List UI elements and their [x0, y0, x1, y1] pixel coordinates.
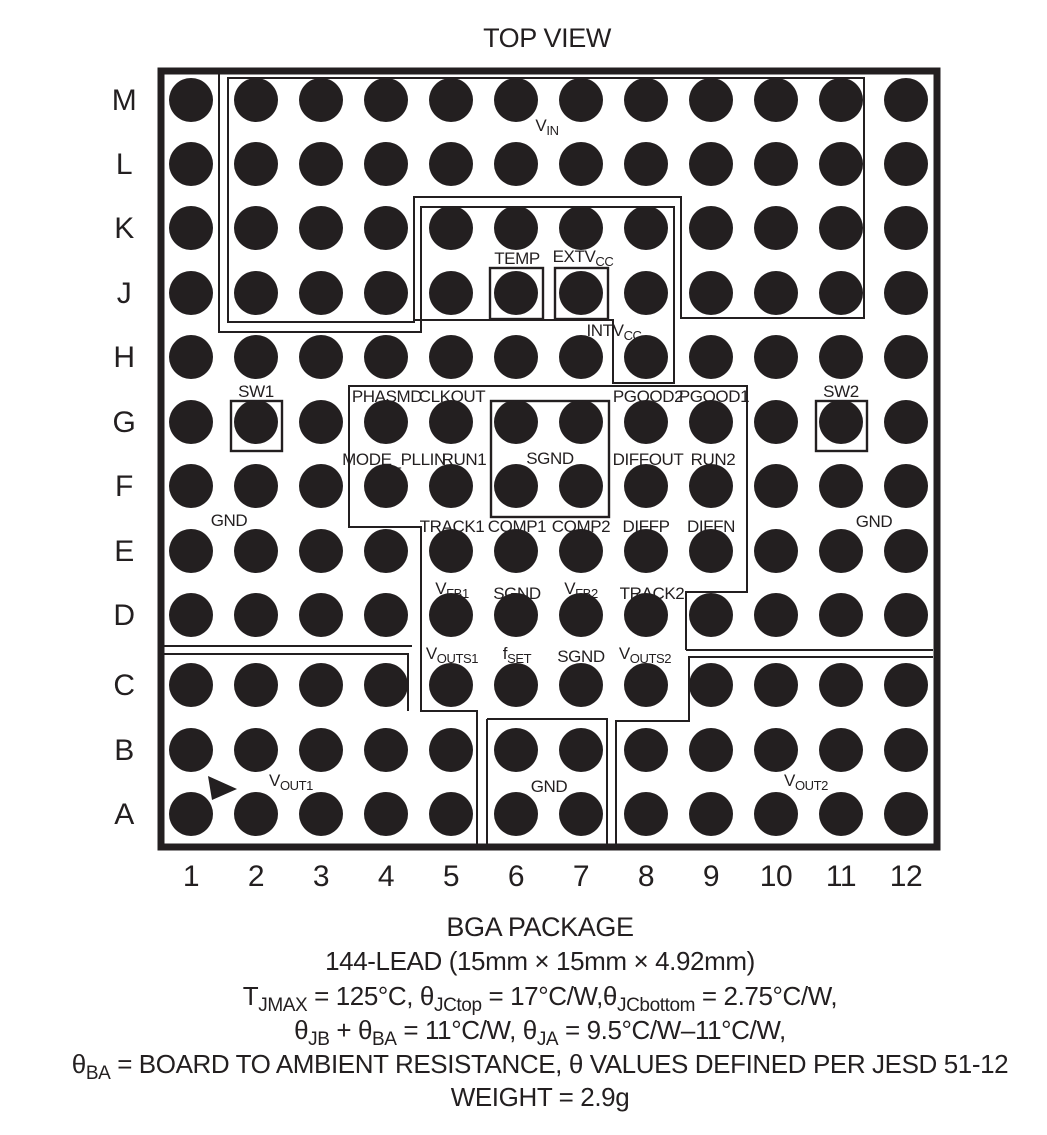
label-comp2: COMP2 [551, 517, 611, 536]
ball-L4 [364, 142, 408, 186]
label-track2: TRACK2 [619, 584, 685, 603]
ball-F7 [559, 464, 603, 508]
label-vfb1: $V_{FB1}$ [435, 579, 469, 601]
label-gnd-left: GND [210, 511, 248, 530]
ball-H11 [819, 335, 863, 379]
ball-D10 [754, 593, 798, 637]
ball-B7 [559, 728, 603, 772]
ball-B11 [819, 728, 863, 772]
ball-K4 [364, 206, 408, 250]
ball-J12 [884, 271, 928, 315]
ball-C11 [819, 663, 863, 707]
ball-H2 [234, 335, 278, 379]
row-label-C: C [113, 669, 135, 702]
ball-L7 [559, 142, 603, 186]
row-label-H: H [113, 341, 135, 374]
label-sgnd-c7: SGND [557, 647, 605, 666]
row-label-M: M [111, 84, 137, 117]
ball-K12 [884, 206, 928, 250]
ball-D1 [169, 593, 213, 637]
col-label-5: 5 [442, 860, 460, 893]
ball-A5 [429, 792, 473, 836]
col-label-4: 4 [377, 860, 395, 893]
ball-J9 [689, 271, 733, 315]
row-label-G: G [112, 406, 136, 439]
ball-B9 [689, 728, 733, 772]
ball-M5 [429, 78, 473, 122]
ball-H12 [884, 335, 928, 379]
ball-C2 [234, 663, 278, 707]
ball-L5 [429, 142, 473, 186]
ball-H9 [689, 335, 733, 379]
ball-H6 [494, 335, 538, 379]
footer-weight: WEIGHT = 2.9g [450, 1082, 630, 1112]
ball-L8 [624, 142, 668, 186]
col-label-7: 7 [572, 860, 590, 893]
ball-B2 [234, 728, 278, 772]
ball-K9 [689, 206, 733, 250]
ball-J6 [494, 271, 538, 315]
ball-L2 [234, 142, 278, 186]
ball-E4 [364, 529, 408, 573]
ball-B4 [364, 728, 408, 772]
ball-M9 [689, 78, 733, 122]
ball-C10 [754, 663, 798, 707]
ball-J2 [234, 271, 278, 315]
ball-G11 [819, 400, 863, 444]
row-label-D: D [113, 599, 135, 632]
ball-G3 [299, 400, 343, 444]
ball-M8 [624, 78, 668, 122]
col-label-9: 9 [702, 860, 720, 893]
ball-B12 [884, 728, 928, 772]
ball-K2 [234, 206, 278, 250]
footer-package-name: BGA PACKAGE [446, 912, 634, 942]
label-diffp: DIFFP [622, 517, 670, 536]
ball-A9 [689, 792, 733, 836]
ball-F6 [494, 464, 538, 508]
ball-M3 [299, 78, 343, 122]
label-vouts2: $V_{OUTS2}$ [618, 644, 672, 666]
label-sgnd-d6: SGND [493, 584, 541, 603]
row-label-L: L [115, 148, 133, 181]
ball-A3 [299, 792, 343, 836]
label-diffn: DIFFN [686, 517, 736, 536]
ball-A2 [234, 792, 278, 836]
ball-F11 [819, 464, 863, 508]
ball-E2 [234, 529, 278, 573]
ball-L6 [494, 142, 538, 186]
ball-E11 [819, 529, 863, 573]
ball-F3 [299, 464, 343, 508]
label-comp1: COMP1 [487, 517, 547, 536]
ball-G8 [624, 400, 668, 444]
diagram-content [72, 71, 1008, 1112]
ball-L9 [689, 142, 733, 186]
ball-E1 [169, 529, 213, 573]
ball-C5 [429, 663, 473, 707]
ball-G5 [429, 400, 473, 444]
ball-K8 [624, 206, 668, 250]
ball-F5 [429, 464, 473, 508]
label-fset: $f_{SET}$ [502, 644, 532, 666]
ball-G10 [754, 400, 798, 444]
ball-B1 [169, 728, 213, 772]
label-intvcc: $INTV_{CC}$ [586, 321, 642, 343]
row-label-B: B [114, 734, 134, 767]
ball-G2 [234, 400, 278, 444]
ball-C9 [689, 663, 733, 707]
ball-F8 [624, 464, 668, 508]
label-sw2: SW2 [823, 382, 859, 401]
ball-H1 [169, 335, 213, 379]
ball-A8 [624, 792, 668, 836]
ball-M7 [559, 78, 603, 122]
label-vouts1: $V_{OUTS1}$ [425, 644, 479, 666]
col-label-1: 1 [182, 860, 200, 893]
ball-K10 [754, 206, 798, 250]
footer-thermal-3: $\theta_{BA}$ = BOARD TO AMBIENT RESISTANCE, θ VALUES DEFINED PER JESD 51-12 [71, 1049, 1009, 1084]
ball-M11 [819, 78, 863, 122]
ball-H7 [559, 335, 603, 379]
ball-H4 [364, 335, 408, 379]
col-label-10: 10 [759, 860, 793, 893]
label-run1: RUN1 [441, 450, 487, 469]
ball-L3 [299, 142, 343, 186]
ball-K3 [299, 206, 343, 250]
col-label-8: 8 [637, 860, 655, 893]
label-vout2: $V_{OUT2}$ [783, 771, 829, 793]
ball-M10 [754, 78, 798, 122]
footer-lead-count: 144-LEAD (15mm × 15mm × 4.92mm) [325, 946, 755, 976]
figure-title: TOP VIEW [483, 23, 611, 53]
ball-G6 [494, 400, 538, 444]
ball-J10 [754, 271, 798, 315]
ball-F4 [364, 464, 408, 508]
label-pgood2: PGOOD2 [612, 387, 684, 406]
ball-L10 [754, 142, 798, 186]
ball-C3 [299, 663, 343, 707]
ball-L1 [169, 142, 213, 186]
label-track1: TRACK1 [419, 517, 485, 536]
ball-A10 [754, 792, 798, 836]
ball-F12 [884, 464, 928, 508]
ball-F1 [169, 464, 213, 508]
ball-M2 [234, 78, 278, 122]
ball-K5 [429, 206, 473, 250]
ball-K7 [559, 206, 603, 250]
ball-A1 [169, 792, 213, 836]
ball-G7 [559, 400, 603, 444]
ball-F9 [689, 464, 733, 508]
ball-B10 [754, 728, 798, 772]
label-clkout: CLKOUT [418, 387, 486, 406]
ball-M1 [169, 78, 213, 122]
pin1-marker [208, 776, 237, 800]
ball-B6 [494, 728, 538, 772]
ball-D3 [299, 593, 343, 637]
ball-M4 [364, 78, 408, 122]
ball-M6 [494, 78, 538, 122]
row-label-F: F [115, 470, 133, 503]
ball-E3 [299, 529, 343, 573]
row-label-J: J [116, 277, 132, 310]
label-phasmd: PHASMD [351, 387, 423, 406]
label-temp: TEMP [494, 249, 540, 268]
ball-G12 [884, 400, 928, 444]
row-label-A: A [114, 798, 134, 831]
label-vout1: $V_{OUT1}$ [268, 771, 314, 793]
ball-C4 [364, 663, 408, 707]
ball-D4 [364, 593, 408, 637]
ball-C12 [884, 663, 928, 707]
ball-D11 [819, 593, 863, 637]
ball-J8 [624, 271, 668, 315]
ball-J11 [819, 271, 863, 315]
label-extvcc: $EXTV_{CC}$ [552, 247, 614, 269]
label-pgood1: PGOOD1 [678, 387, 750, 406]
col-label-11: 11 [825, 860, 857, 893]
ball-F2 [234, 464, 278, 508]
ball-D12 [884, 593, 928, 637]
col-label-3: 3 [312, 860, 330, 893]
ball-C1 [169, 663, 213, 707]
ball-C8 [624, 663, 668, 707]
ball-C7 [559, 663, 603, 707]
label-gnd-bottom: GND [530, 777, 568, 796]
ball-E12 [884, 529, 928, 573]
row-label-E: E [114, 535, 134, 568]
ball-A6 [494, 792, 538, 836]
ball-A11 [819, 792, 863, 836]
ball-K6 [494, 206, 538, 250]
label-diffout: DIFFOUT [612, 450, 684, 469]
ball-L12 [884, 142, 928, 186]
label-vin: $V_{IN}$ [535, 116, 559, 138]
ball-D2 [234, 593, 278, 637]
row-label-K: K [114, 212, 134, 245]
ball-A7 [559, 792, 603, 836]
ball-H3 [299, 335, 343, 379]
col-label-6: 6 [507, 860, 525, 893]
ball-H5 [429, 335, 473, 379]
ball-A12 [884, 792, 928, 836]
col-label-12: 12 [889, 860, 923, 893]
ball-J7 [559, 271, 603, 315]
label-sgnd-center: SGND [526, 449, 574, 468]
ball-J5 [429, 271, 473, 315]
ball-B8 [624, 728, 668, 772]
ball-K11 [819, 206, 863, 250]
ball-H10 [754, 335, 798, 379]
ball-J3 [299, 271, 343, 315]
ball-G9 [689, 400, 733, 444]
ball-A4 [364, 792, 408, 836]
ball-E10 [754, 529, 798, 573]
ball-G4 [364, 400, 408, 444]
label-sw1: SW1 [238, 382, 274, 401]
ball-G1 [169, 400, 213, 444]
ball-L11 [819, 142, 863, 186]
ball-D9 [689, 593, 733, 637]
label-run2: RUN2 [690, 450, 736, 469]
label-mode-pllin: MODE_PLLIN [342, 450, 446, 469]
ball-F10 [754, 464, 798, 508]
ball-M12 [884, 78, 928, 122]
ball-K1 [169, 206, 213, 250]
ball-B5 [429, 728, 473, 772]
footer-thermal-1: $T_{JMAX} = 125^\circ C$, $\theta_{JCtop} = 17^\circ C/W,\theta_{JCbottom} = 2.75^\circ C/W$, [242, 981, 838, 1016]
ball-B3 [299, 728, 343, 772]
col-label-2: 2 [247, 860, 265, 893]
ball-J4 [364, 271, 408, 315]
label-gnd-right: GND [855, 512, 893, 531]
ball-J1 [169, 271, 213, 315]
ball-C6 [494, 663, 538, 707]
label-vfb2: $V_{FB2}$ [564, 579, 598, 601]
footer-thermal-2: $\theta_{JB} + \theta_{BA} = 11^\circ C/W$, $\theta_{JA} = 9.5^\circ C/W-11^\circ C/W$, [294, 1015, 786, 1050]
